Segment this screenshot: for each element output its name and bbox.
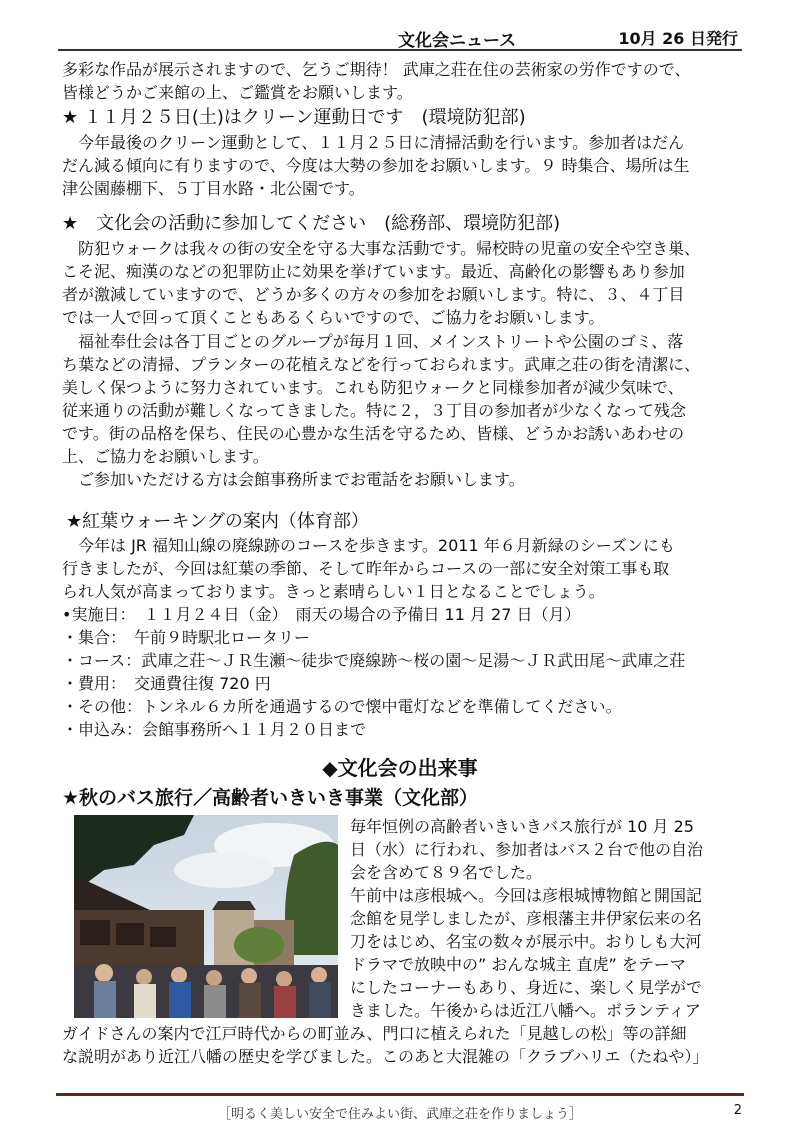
bus-trip-line-5: 念館を見学しましたが、彦根藩主井伊家伝来の名 [350, 909, 703, 928]
join-line-6: ち葉などの清掃、プランターの花植えなどを行っておられます。武庫之荘の街を清潔に、 [62, 355, 701, 374]
join-heading: ★ 文化会の活動に参加してください (総務部、環境防犯部) [62, 213, 561, 234]
bus-trip-photo [74, 815, 338, 1018]
walk-line-2: 行きましたが、今回は紅葉の季節、そして昨年からコースの一部に安全対策工事も取 [62, 559, 670, 578]
bus-trip-line-4: 午前中は彦根城へ。今回は彦根城博物館と開国記 [350, 886, 703, 905]
walk-item-cost: ・費用： 交通費往復 720 円 [62, 674, 271, 693]
walk-line-3: られ人気が高まっております。きっと素晴らしい１日となることでしょう。 [62, 582, 605, 601]
bus-trip-line-3: 会を含めて８９名でした。 [350, 863, 543, 882]
bus-trip-heading: ★秋のバス旅行／高齢者いきいき事業（文化部） [62, 787, 479, 809]
intro-line-1: 多彩な作品が展示されますので、乞うご期待！ 武庫之荘在住の芸術家の労作ですので、 [62, 60, 691, 79]
issue-date: 10月 26 日発行 [618, 29, 738, 48]
intro-line-2: 皆様どうかご来館の上、ご鑑賞をお願いします。 [62, 83, 413, 102]
footer-rule [56, 1093, 744, 1096]
join-line-7: 美しく保つように努力されています。これも防犯ウォークと同様参加者が減少気味で、 [62, 378, 684, 397]
bus-trip-line-2: 日（水）に行われ、参加者はバス２台で他の自治 [350, 840, 703, 859]
join-line-2: こそ泥、痴漢のなどの犯罪防止に効果を挙げています。最近、高齢化の影響もあり参加 [62, 262, 685, 281]
join-line-10: 上、ご協力をお願いします。 [62, 447, 269, 466]
page-number: 2 [733, 1103, 742, 1118]
walk-item-other: ・その他：トンネル６カ所を通過するので懐中電灯などを準備してください。 [62, 697, 622, 716]
bus-trip-line-7: ドラマで放映中の” おんな城主 直虎” をテーマ [350, 955, 686, 974]
clean-line-3: 津公園藤棚下、５丁目水路・北公園です。 [62, 179, 365, 198]
bus-trip-line-6: 刀をはじめ、名宝の数々が展示中。おりしも大河 [350, 932, 702, 951]
newsletter-title: 文化会ニュース [398, 31, 517, 51]
bus-trip-line-8: にしたコーナーもあり、身近に、楽しく見学がで [350, 978, 703, 997]
clean-day-heading: ★ １１月２５日(土)はクリーン運動日です (環境防犯部) [62, 107, 526, 128]
walk-item-date: •実施日： １１月２４日（金） 雨天の場合の予備日 11 月 27 日（月） [62, 605, 581, 624]
join-line-3: 者が激減していますので、どうか多くの方々の参加をお願いします。特に、３、４丁目 [62, 285, 685, 304]
header-rule [58, 49, 742, 51]
bus-trip-line-10: ガイドさんの案内で江戸時代からの町並み、門口に植えられた「見越しの松」等の詳細 [62, 1024, 687, 1043]
clean-line-2: だん減る傾向に有りますので、今度は大勢の参加をお願いします。９ 時集合、場所は生 [62, 156, 690, 175]
walk-item-meet: ・集合： 午前９時駅北ロータリー [62, 628, 311, 647]
join-line-4: では一人で回って頂くこともあるくらいですので、ご協力をお願いします。 [62, 308, 605, 327]
page-header [58, 26, 742, 51]
join-line-9: です。街の品格を保ち、住民の心豊かな生活を守るため、皆様、どうかお誘いあわせの [62, 424, 685, 443]
join-line-1: 防犯ウォークは我々の街の安全を守る大事な活動です。帰校時の児童の安全や空き巣、 [62, 239, 701, 258]
footer-slogan: ［明るく美しい安全で住みよい街、武庫之荘を作りましょう］ [217, 1107, 582, 1122]
bus-trip-line-1: 毎年恒例の高齢者いきいきバス旅行が 10 月 25 [350, 817, 694, 836]
events-section-title: ◆文化会の出来事 [322, 756, 478, 780]
clean-line-1: 今年最後のクリーン運動として、１１月２５日に清掃活動を行います。参加者はだん [62, 133, 685, 152]
walk-heading: ★紅葉ウォーキングの案内（体育部） [66, 511, 369, 532]
walk-item-course: ・コース：武庫之荘～ＪＲ生瀬～徒歩で廃線跡～桜の園～足湯～ＪＲ武田尾～武庫之荘 [62, 651, 686, 670]
walk-item-apply: ・申込み：会館事務所へ１１月２０日まで [62, 720, 367, 739]
walk-line-1: 今年は JR 福知山線の廃線跡のコースを歩きます。2011 年６月新緑のシーズンにも [62, 536, 675, 555]
bus-trip-line-9: きました。午後からは近江八幡へ。ボランティア [350, 1001, 701, 1020]
join-line-11: ご参加いただける方は会館事務所までお電話をお願いします。 [62, 470, 525, 489]
join-line-8: 従来通りの活動が難しくなってきました。特に２，３丁目の参加者が少なくなって残念 [62, 401, 687, 420]
join-line-5: 福祉奉仕会は各丁目ごとのグループが毎月１回、メインストリートや公園のゴミ、落 [62, 332, 684, 351]
bus-trip-line-11: な説明があり近江八幡の歴史を学びました。このあと大混雑の「クラブハリエ（たねや）」 [62, 1047, 709, 1066]
